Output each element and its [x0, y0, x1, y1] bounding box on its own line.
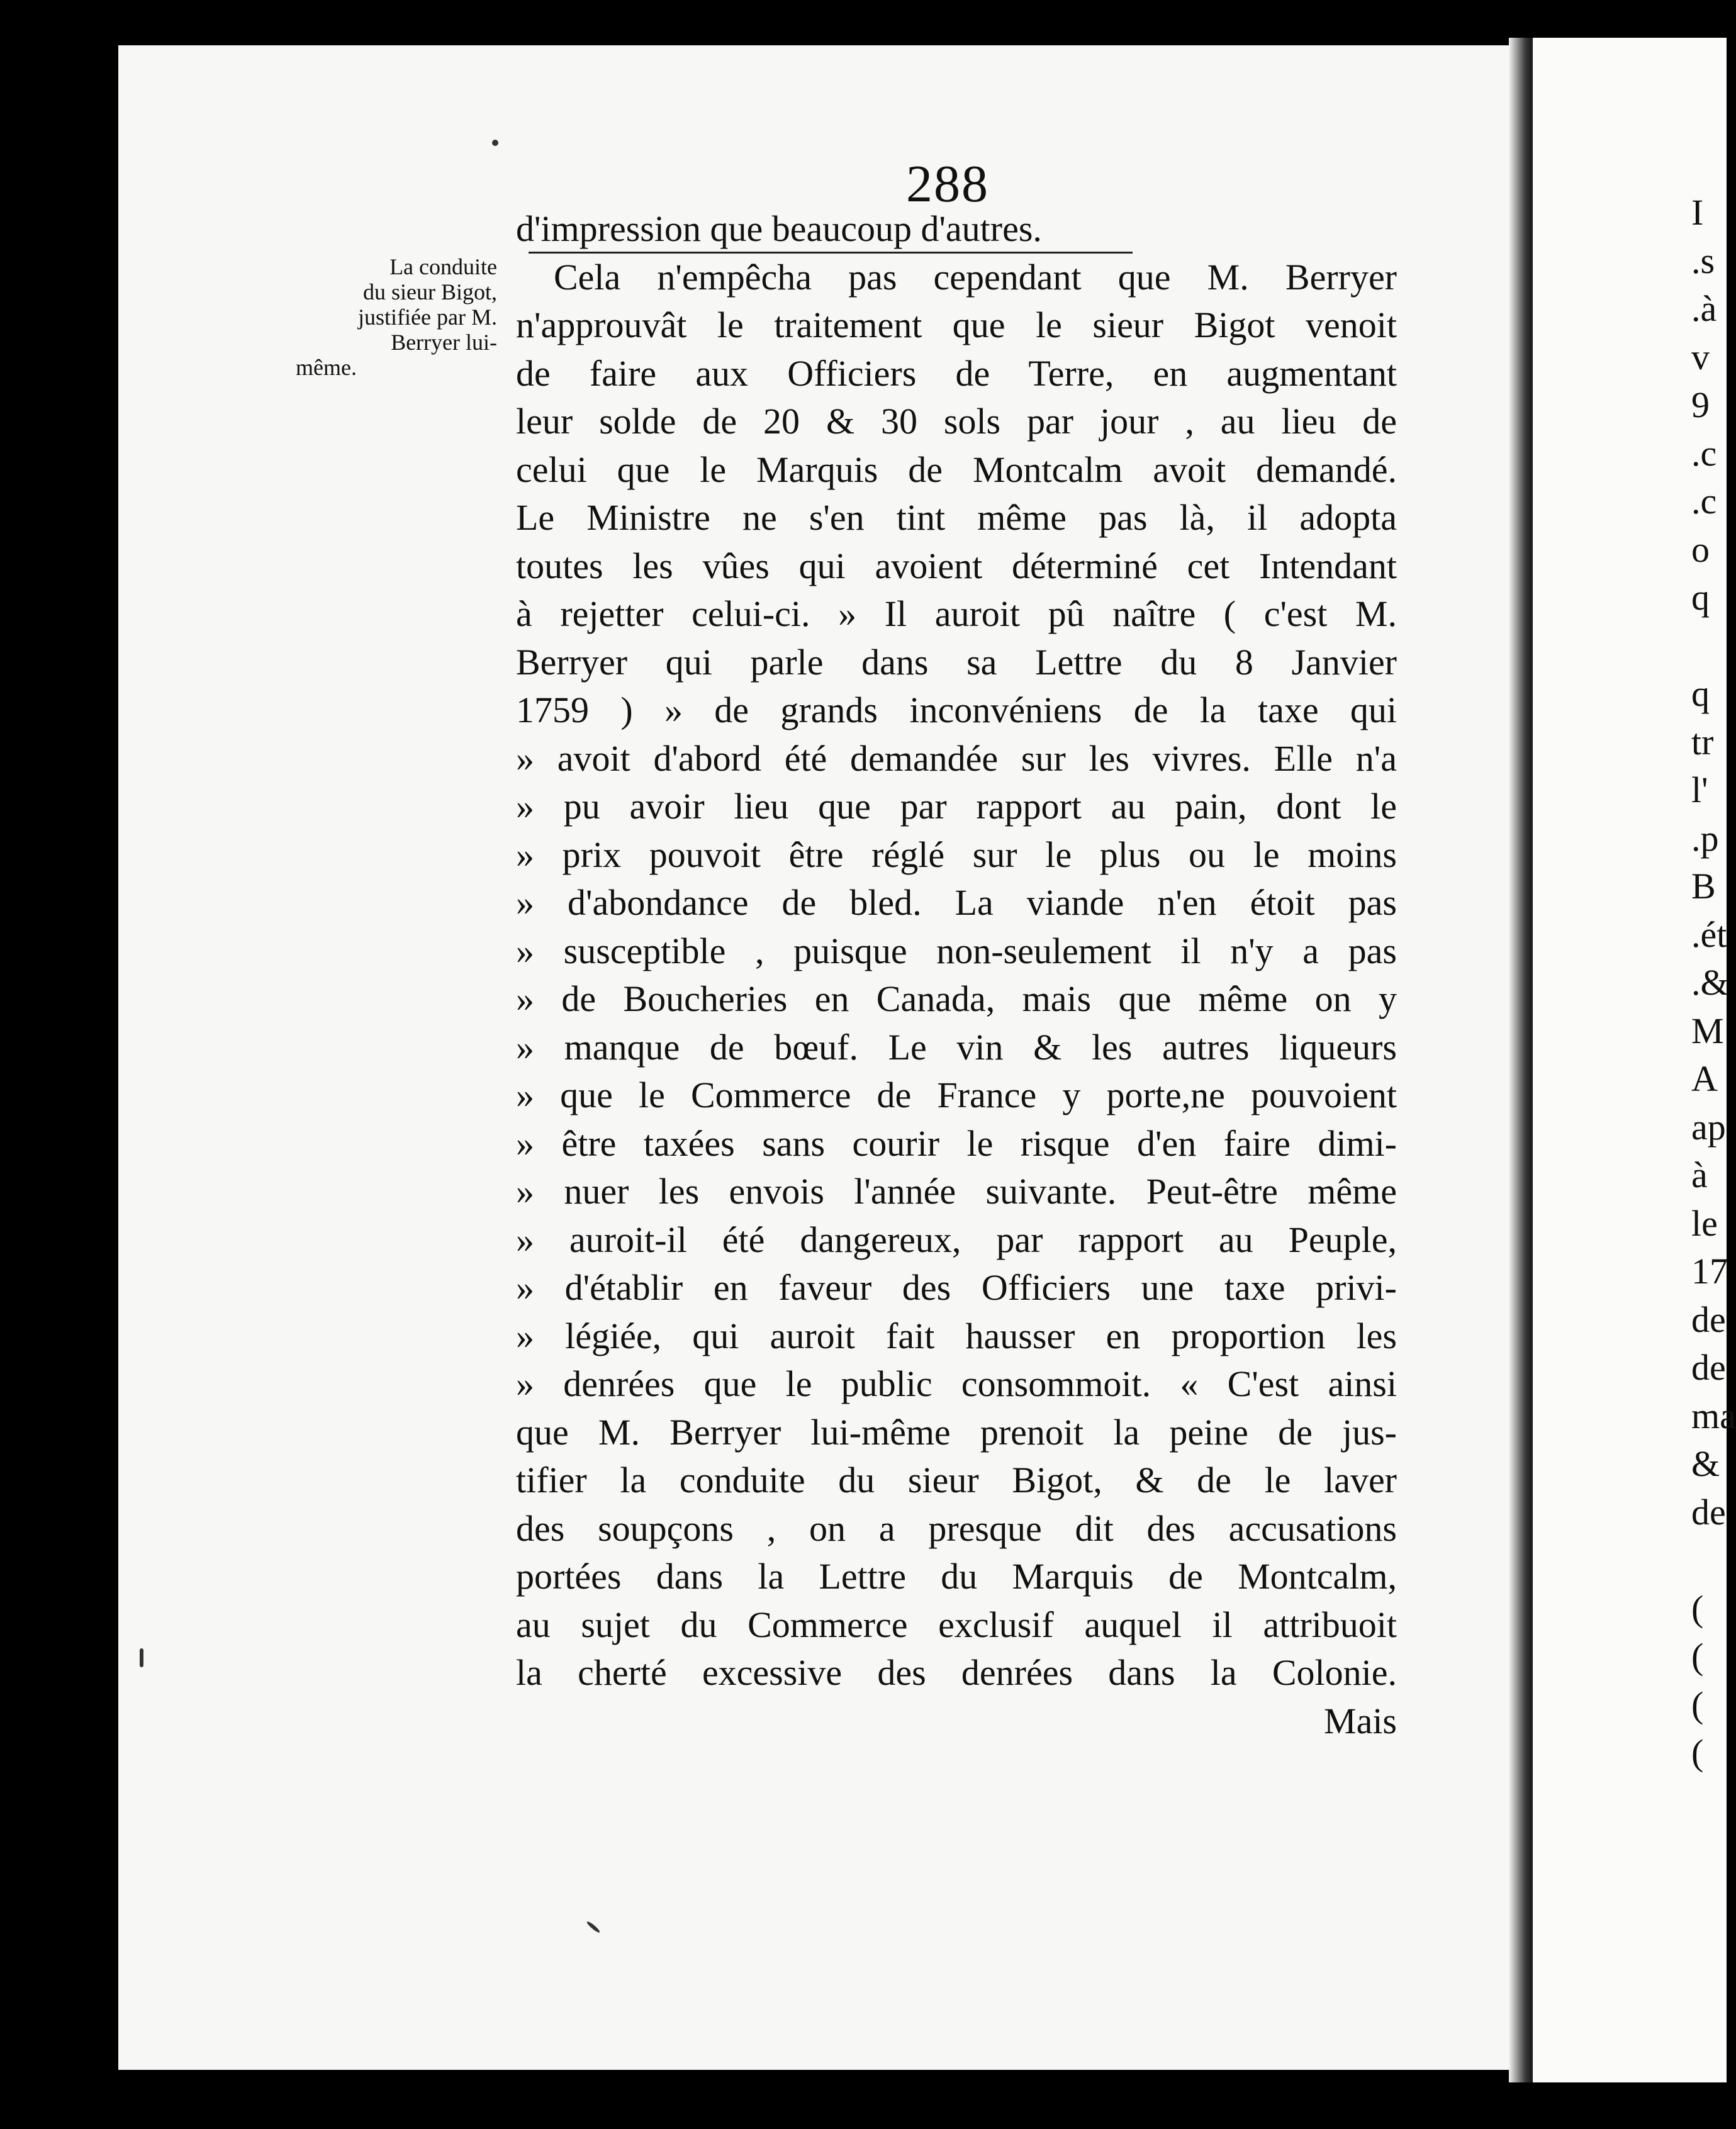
body-line: que M. Berryer lui-même prenoit la peine de jus-	[516, 1411, 1397, 1453]
body-line: Cela n'empêcha pas cependant que M. Berryer	[554, 256, 1397, 298]
margin-note-line: La conduite	[389, 254, 497, 279]
facing-line: v	[1691, 336, 1710, 377]
facing-line: de	[1691, 1491, 1726, 1533]
facing-line: le	[1691, 1202, 1718, 1244]
facing-line: q	[1691, 673, 1710, 714]
facing-line: .&	[1691, 962, 1729, 1003]
facing-line: M	[1691, 1010, 1724, 1051]
body-line: leur solde de 20 & 30 sols par jour , au lieu de	[516, 401, 1397, 442]
body-line: » de Boucheries en Canada, mais que même on y	[516, 978, 1397, 1019]
margin-note-line: du sieur Bigot,	[363, 279, 497, 305]
facing-line: de	[1691, 1347, 1726, 1388]
facing-line	[1691, 1536, 1727, 1585]
body-line: Berryer qui parle dans sa Lettre du 8 Janvier	[516, 641, 1397, 683]
facing-line: .c	[1691, 432, 1717, 474]
body-line: » prix pouvoit être réglé sur le plus ou le moins	[516, 834, 1397, 875]
page-number: 288	[906, 155, 989, 213]
body-line: de faire aux Officiers de Terre, en augmentant	[516, 352, 1397, 394]
body-text	[516, 205, 1397, 1745]
body-line: Le Ministre ne s'en tint même pas là, il adopta	[516, 497, 1397, 538]
facing-line: .à	[1691, 288, 1717, 329]
facing-line: 17	[1691, 1251, 1728, 1292]
facing-line: o	[1691, 528, 1710, 570]
facing-line: A	[1691, 1058, 1718, 1099]
facing-line: à	[1691, 1154, 1708, 1195]
facing-line: .p	[1691, 817, 1719, 859]
facing-line: tr	[1691, 721, 1714, 763]
margin-note-line: même.	[296, 355, 357, 380]
body-line: portées dans la Lettre du Marquis de Montcalm,	[516, 1556, 1397, 1597]
facing-line: B	[1691, 866, 1716, 907]
facing-line: q	[1691, 577, 1710, 618]
body-line: tifier la conduite du sieur Bigot, & de le laver	[516, 1460, 1397, 1500]
facing-line	[1691, 622, 1727, 671]
margin-note-line: justifiée par M.	[358, 305, 497, 330]
margin-note-line: Berryer lui-	[391, 330, 497, 355]
facing-line: (	[1691, 1684, 1704, 1725]
body-line: » être taxées sans courir le risque d'en faire dimi-	[516, 1122, 1397, 1164]
body-line: celui que le Marquis de Montcalm avoit demandé.	[516, 449, 1397, 490]
ink-speck	[140, 1648, 143, 1667]
body-line: » manque de bœuf. Le vin & les autres liqueurs	[516, 1026, 1397, 1068]
body-line: toutes les vûes qui avoient déterminé cet Intendant	[516, 545, 1397, 586]
body-line: » pu avoir lieu que par rapport au pain, dont le	[516, 786, 1397, 827]
body-line: » d'abondance de bled. La viande n'en étoit pas	[516, 882, 1397, 923]
ink-speck	[492, 140, 498, 146]
facing-line: &	[1691, 1443, 1720, 1484]
body-line: à rejetter celui-ci. » Il auroit pû naître ( c'est M.	[516, 593, 1397, 634]
body-line: la cherté excessive des denrées dans la Colonie.	[516, 1652, 1397, 1693]
facing-line: (	[1691, 1636, 1704, 1677]
body-line: d'impression que beaucoup d'autres.	[516, 208, 1042, 249]
catchword: Mais	[1324, 1700, 1397, 1741]
body-line: » auroit-il été dangereux, par rapport au Peuple,	[516, 1219, 1397, 1260]
body-line: » avoit d'abord été demandée sur les vivres. Elle n'a	[516, 737, 1397, 779]
facing-line: l'	[1691, 769, 1708, 810]
body-line: n'approuvât le traitement que le sieur Bigot venoit	[516, 305, 1397, 345]
body-line: des soupçons , on a presque dit des accusations	[516, 1507, 1397, 1549]
margin-note	[296, 254, 497, 380]
body-line: » susceptible , puisque non-seulement il n'y a pas	[516, 930, 1397, 971]
facing-line: .c	[1691, 481, 1717, 522]
body-line: » légiée, qui auroit fait hausser en proportion les	[516, 1315, 1397, 1356]
body-line: au sujet du Commerce exclusif auquel il attribuoit	[516, 1604, 1397, 1645]
facing-line: (	[1691, 1587, 1704, 1629]
facing-line: (	[1691, 1732, 1704, 1773]
body-line: » nuer les envois l'année suivante. Peut-être même	[516, 1171, 1397, 1212]
facing-page-text	[1691, 189, 1736, 1777]
facing-line: de	[1691, 1299, 1726, 1340]
body-line: » denrées que le public consommoit. « C'est ainsi	[516, 1363, 1397, 1404]
facing-line: .s	[1691, 240, 1715, 281]
body-line: 1759 ) » de grands inconvéniens de la taxe qui	[516, 690, 1397, 730]
facing-line: 9	[1691, 384, 1710, 425]
facing-line: ap	[1691, 1106, 1726, 1148]
facing-line: I	[1691, 192, 1704, 233]
body-line: » que le Commerce de France y porte,ne pouvoient	[516, 1075, 1397, 1115]
facing-line: .ét	[1691, 914, 1727, 955]
facing-line: ma	[1691, 1395, 1736, 1436]
body-line: » d'établir en faveur des Officiers une taxe privi-	[516, 1267, 1397, 1308]
